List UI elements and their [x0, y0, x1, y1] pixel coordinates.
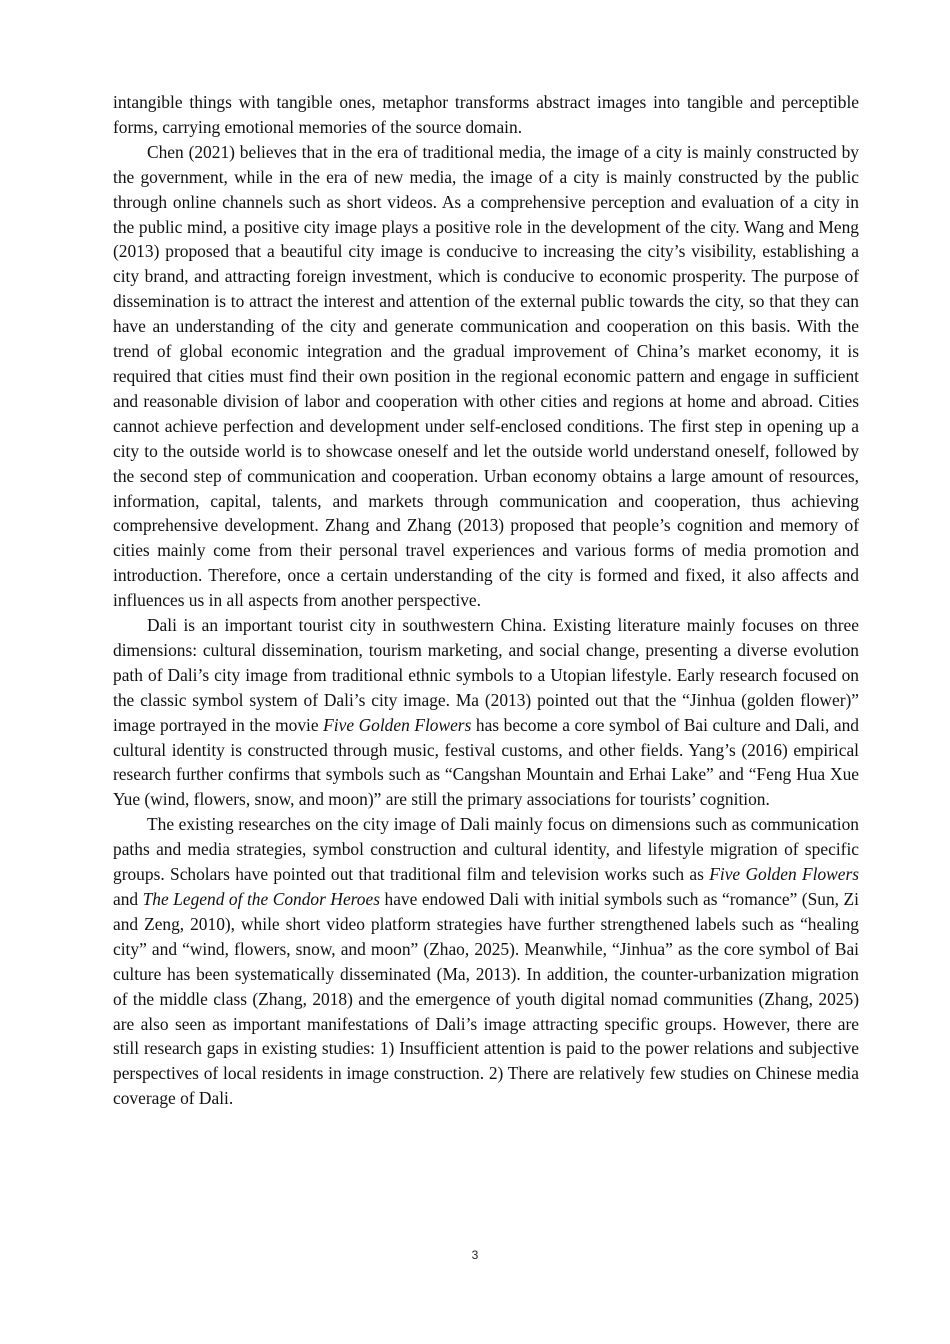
- paragraph-text: has become a core symbol of Bai culture and Dali, and cultural identity is constructed through music, festival customs, and other fields. Yang’s (2016) empirical research further confirms that symbols such as “Cangshan Mountain and Erhai Lake” and “Feng Hua Xue Yue (wind, flowers, snow, and moon)” are still the primary associations for tourists’ cognition.: [113, 714, 859, 810]
- paragraph-text: The existing researches on the city image of Dali mainly focus on dimensions such as communication paths and media strategies, symbol construction and cultural identity, and lifestyle migration of specific groups. Scholars have pointed out that traditional film and television works such as: [113, 814, 859, 885]
- paragraph-text: and: [113, 889, 143, 909]
- paragraph-text: have endowed Dali with initial symbols such as “romance” (Sun, Zi and Zeng, 2010), while short video platform strategies have further strengthened labels such as “healing city” and “wind, flowers, snow, and moon” (Zhao, 2025). Meanwhile, “Jinhua” as the core symbol of Bai culture has been systematically disseminated (Ma, 2013). In addition, the counter-urbanization migration of the middle class (Zhang, 2018) and the emergence of youth digital nomad communities (Zhang, 2025) are also seen as important manifestations of Dali’s image attracting specific groups. However, there are still research gaps in existing studies: 1) Insufficient attention is paid to the power relations and subjective perspectives of local residents in image construction. 2) There are relatively few studies on Chinese media coverage of Dali.: [113, 889, 859, 1109]
- paragraph-dali-literature: [113, 613, 859, 812]
- page-number: 3: [471, 1248, 479, 1262]
- paragraph-text: intangible things with tangible ones, metaphor transforms abstract images into tangible and perceptible forms, carrying emotional memories of the source domain.: [113, 92, 859, 137]
- movie-title-italic: Five Golden Flowers: [323, 714, 472, 735]
- tv-title-italic: The Legend of the Condor Heroes: [142, 889, 380, 909]
- paragraph-text: Dali is an important tourist city in southwestern China. Existing literature mainly focuses on three dimensions: cultural dissemination, tourism marketing, and social change, presenting a diverse evolution path of Dali’s city image from traditional ethnic symbols to a Utopian lifestyle. Early research focused on the classic symbol system of Dali’s city image. Ma (2013) pointed out that the “Jinhua (golden flower)” image portrayed in the movie: [113, 615, 859, 735]
- movie-title-italic: Five Golden Flowers: [709, 864, 859, 885]
- paragraph-city-image-media: [113, 140, 859, 613]
- paragraph-text: Chen (2021) believes that in the era of traditional media, the image of a city is mainly constructed by the government, while in the era of new media, the image of a city is mainly constructed by the public through online channels such as short videos. As a comprehensive perception and evaluation of a city in the public mind, a positive city image plays a positive role in the development of the city. Wang and Meng (2013) proposed that a beautiful city image is conducive to increasing the city’s visibility, establishing a city brand, and attracting foreign investment, which is conducive to economic prosperity. The purpose of dissemination is to attract the interest and attention of the external public towards the city, so that they can have an understanding of the city and generate communication and cooperation on this basis. With the trend of global economic integration and the gradual improvement of China’s market economy, it is required that cities must find their own position in the regional economic pattern and engage in sufficient and reasonable division of labor and cooperation with other cities and regions at home and abroad. Cities cannot achieve perfection and development under self-enclosed conditions. The first step in opening up a city to the outside world is to showcase oneself and let the outside world understand oneself, followed by the second step of communication and cooperation. Urban economy obtains a large amount of resources, information, capital, talents, and markets through communication and cooperation, thus achieving comprehensive development. Zhang and Zhang (2013) proposed that people’s cognition and memory of cities mainly come from their personal travel experiences and various forms of media promotion and introduction. Therefore, once a certain understanding of the city is formed and fixed, it also affects and influences us in all aspects from another perspective.: [113, 141, 859, 611]
- paragraph-existing-research: [113, 812, 859, 1111]
- paragraph-metaphor-continuation: [113, 90, 859, 140]
- page-body: [113, 90, 859, 1111]
